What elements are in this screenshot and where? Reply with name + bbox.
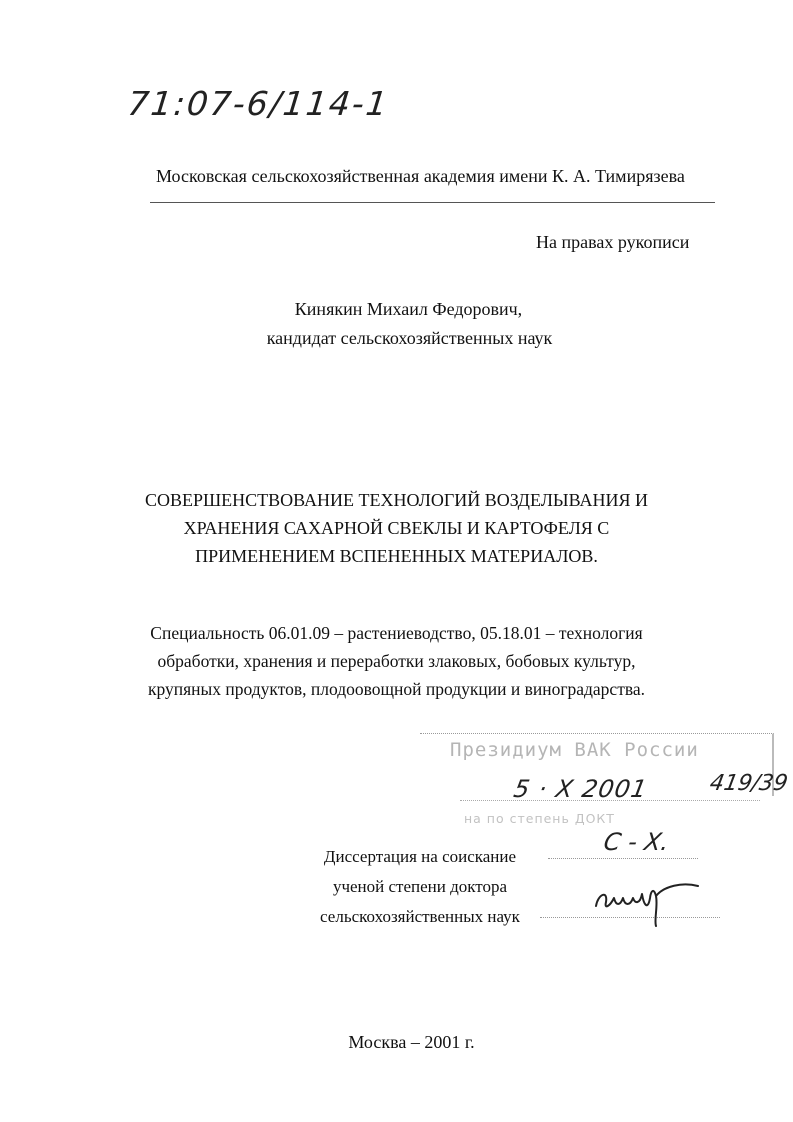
stamp-date-handwritten: 5 · Х 2001: [511, 775, 650, 803]
specialty-line: Специальность 06.01.09 – растениеводство, 05.18.01 – технология: [150, 623, 643, 643]
dissertation-line: сельскохозяйственных наук: [320, 907, 520, 926]
series-handwritten: С - Х.: [601, 828, 672, 856]
specialty-line: обработки, хранения и переработки злаковых, бобовых культур,: [157, 651, 636, 671]
stamp-number-handwritten: 419/39: [707, 771, 790, 796]
dissertation-note: [300, 842, 540, 932]
title-line: ХРАНЕНИЯ САХАРНОЙ СВЕКЛЫ И КАРТОФЕЛЯ С: [183, 518, 610, 538]
signature-icon: [590, 876, 700, 928]
specialty-line: крупяных продуктов, плодоовощной продукции и виноградарства.: [147, 679, 646, 699]
title-line: ПРИМЕНЕНИЕМ ВСПЕНЕННЫХ МАТЕРИАЛОВ.: [195, 546, 598, 566]
author-name: Кинякин Михаил Федорович,: [294, 299, 523, 319]
stamp-header: Президиум ВАК России: [450, 739, 699, 761]
archive-code-handwritten: 71:07-6/114-1: [125, 84, 392, 123]
dissertation-line: Диссертация на соискание: [323, 847, 517, 866]
city-year: Москва – 2001 г.: [348, 1032, 475, 1052]
dissertation-line: ученой степени доктора: [332, 877, 508, 896]
title-line: СОВЕРШЕНСТВОВАНИЕ ТЕХНОЛОГИЙ ВОЗДЕЛЫВАНИЯ И: [145, 490, 648, 510]
academy-name: Московская сельскохозяйственная академия имени К. А. Тимирязева: [156, 166, 685, 186]
author-degree: кандидат сельскохозяйственных наук: [266, 328, 553, 348]
header-divider: [150, 202, 715, 203]
rights-note: На правах рукописи: [536, 232, 690, 252]
vak-stamp: [420, 725, 790, 845]
stamp-subline: на по степень ДОКТ: [464, 811, 615, 826]
stamp-dotted-line: [460, 800, 760, 801]
specialty-block: [0, 619, 793, 703]
dissertation-title: [0, 486, 793, 570]
stamp-field-line: [548, 858, 698, 859]
